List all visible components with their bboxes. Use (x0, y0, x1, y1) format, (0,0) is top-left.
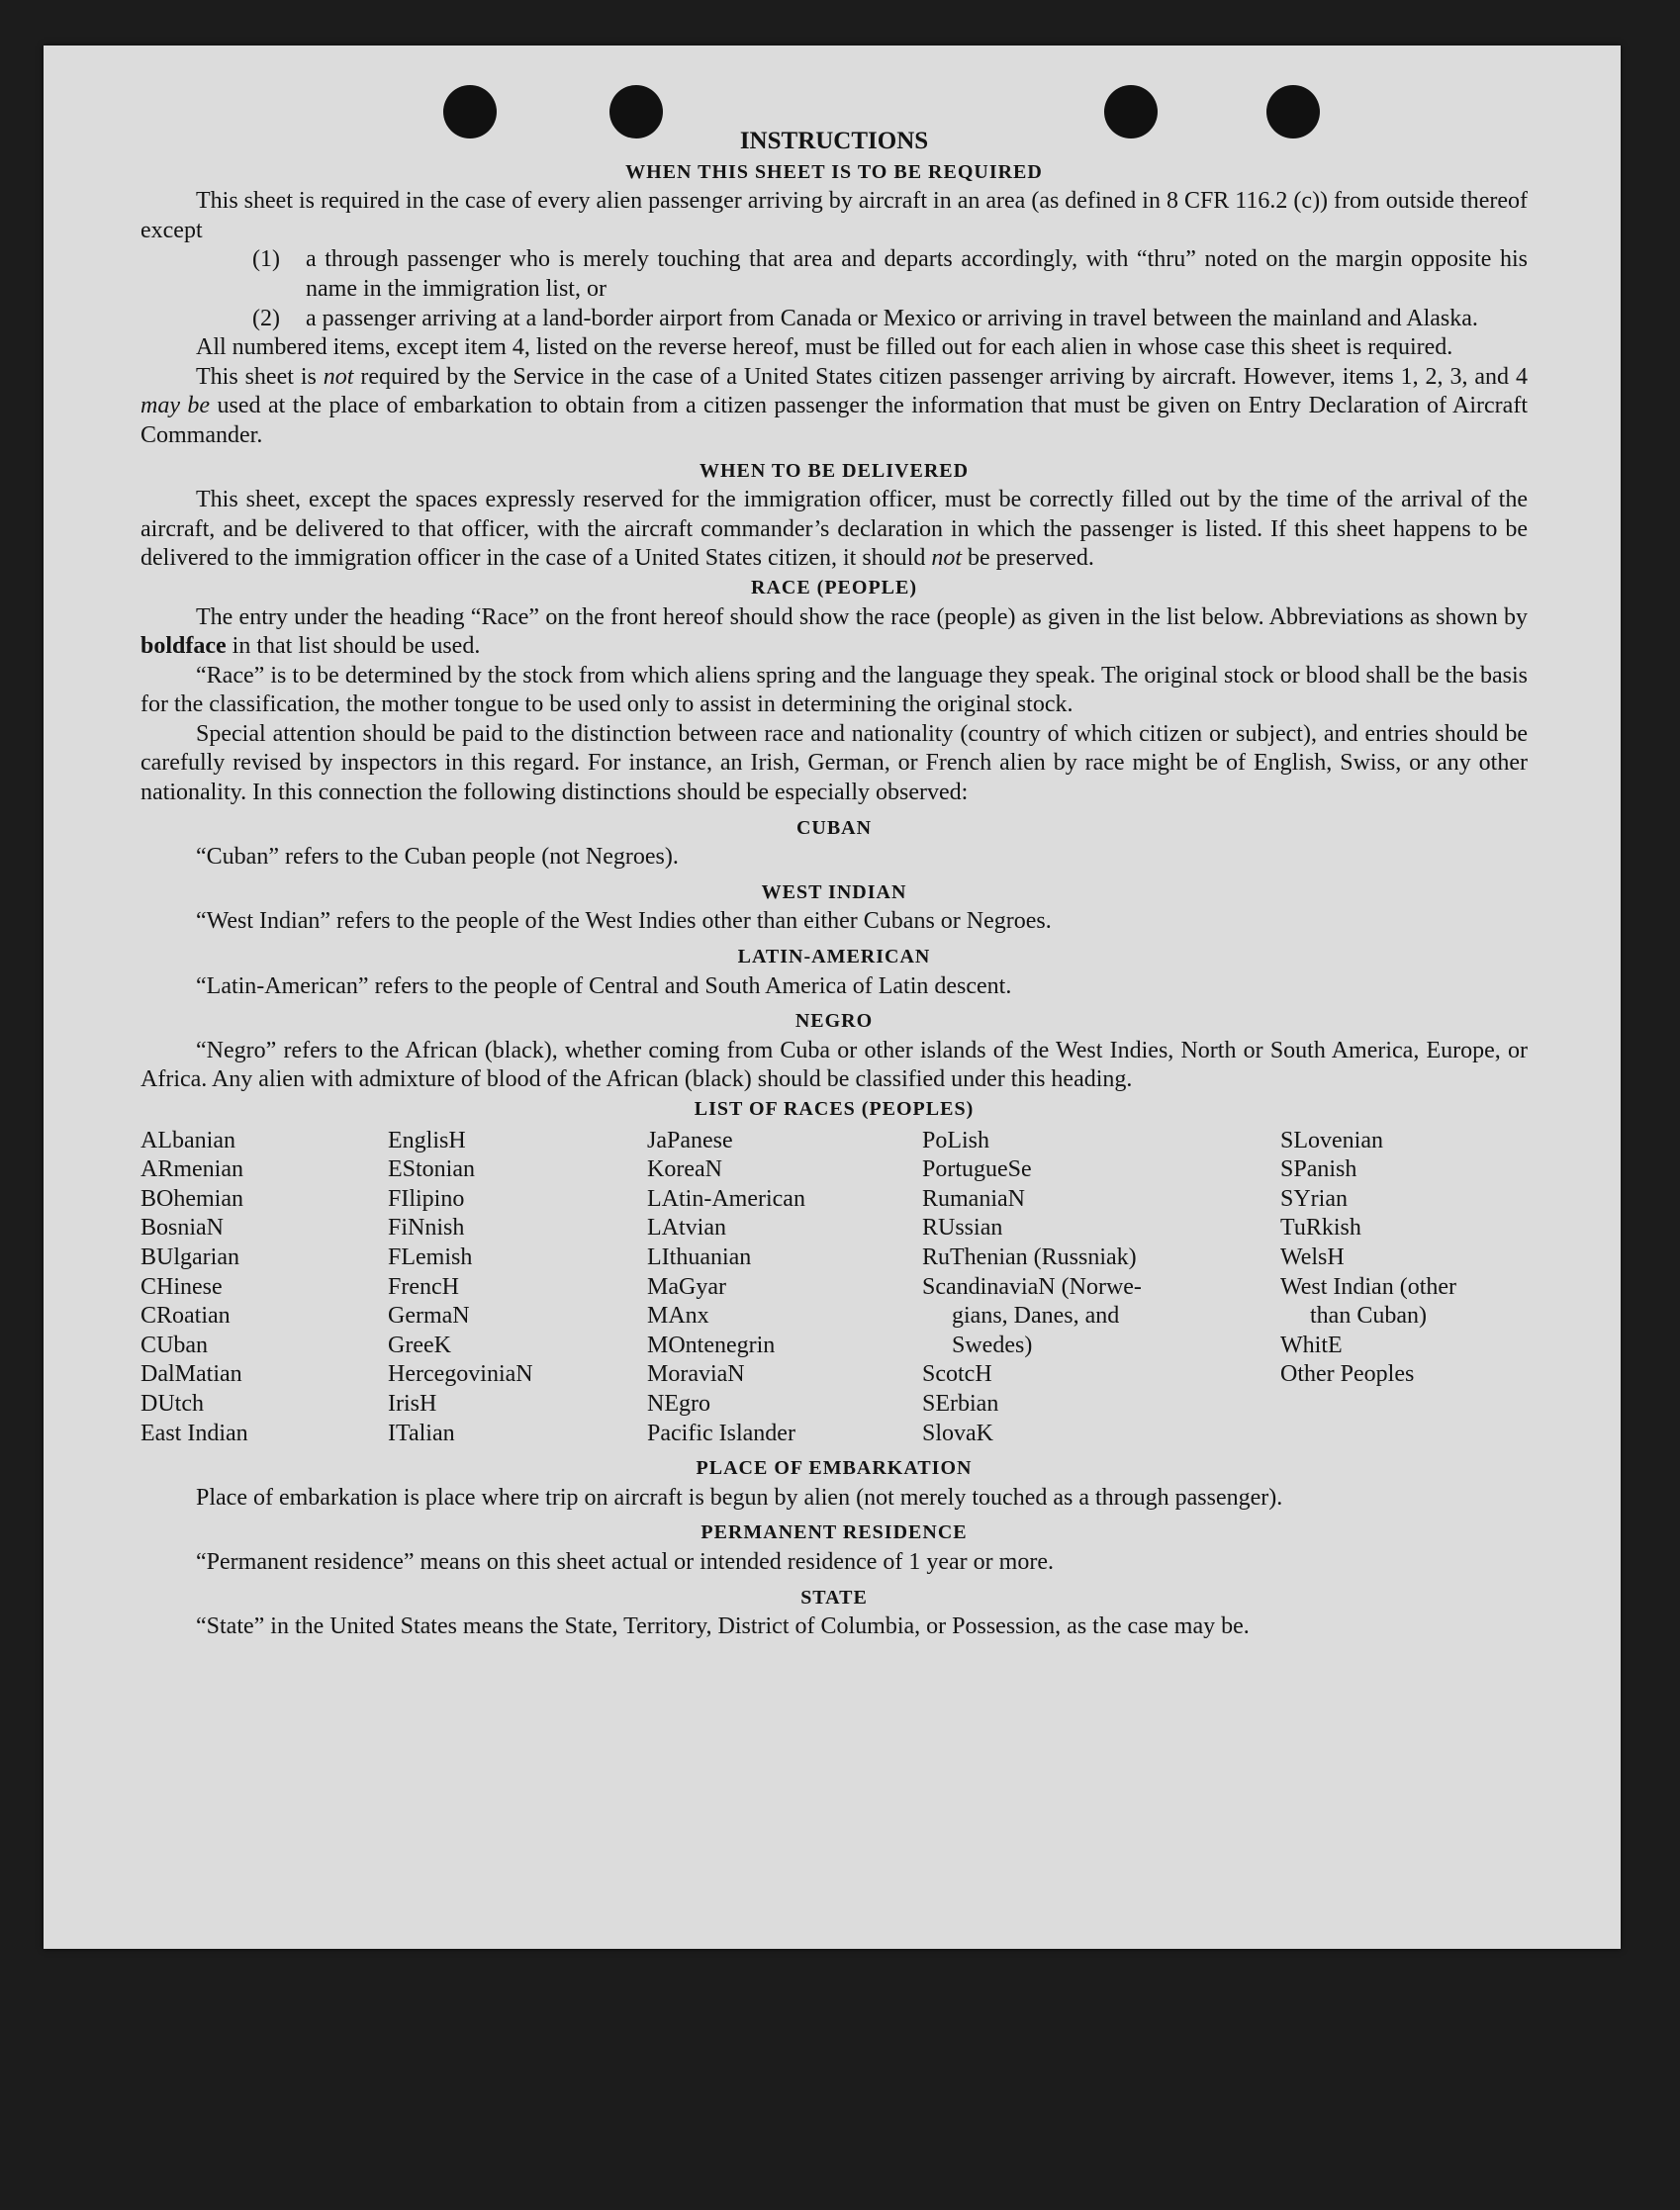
text-run: This sheet, except the spaces expressly reserved for the immigration officer, must be correctly filled out by the time of the arrival of the aircraft, and be delivered to that officer, with the aircraft commander’s declaration in which the passenger is listed. If this sheet happens to be delivered to the immigration officer in the case of a United States citizen, it should (140, 487, 1528, 572)
paragraph: “Latin-American” refers to the people of Central and South America of Latin descent. (196, 972, 1012, 999)
race-entry: West Indian (other (1280, 1273, 1457, 1300)
paragraph (140, 363, 1528, 451)
paragraph: “Race” is to be determined by the stock from which aliens spring and the language they speak. The original stock or blood shall be the basis for the classification, the mother tongue to be used only to assist in determining the original stock. (140, 662, 1528, 718)
race-entry: FIlipino (388, 1185, 465, 1212)
paragraph: “West Indian” refers to the people of the West Indies other than either Cubans or Negroes. (196, 908, 1052, 935)
paragraph: Place of embarkation is place where trip on aircraft is begun by alien (not merely touched as a through passenger). (196, 1484, 1283, 1511)
section-heading-cuban: CUBAN (795, 816, 873, 839)
item-text: a through passenger who is merely touching that area and departs accordingly, with “thru” noted on the margin opposite his name in the immigration list, or (306, 246, 1528, 302)
race-entry: SErbian (922, 1390, 999, 1417)
item-number: (2) (252, 305, 280, 331)
race-entry: TuRkish (1280, 1215, 1361, 1242)
race-entry: SlovaK (922, 1420, 993, 1446)
races-column (922, 1127, 1280, 1449)
paragraph: “Permanent residence” means on this sheet actual or intended residence of 1 year or more. (196, 1548, 1054, 1575)
race-entry: RumaniaN (922, 1185, 1025, 1212)
race-entry: LIthuanian (647, 1243, 752, 1270)
race-entry: CHinese (140, 1273, 223, 1300)
item-text: a passenger arriving at a land-border airport from Canada or Mexico or arriving in travel between the mainland and Alaska. (306, 305, 1478, 331)
section-heading-state: STATE (800, 1586, 868, 1609)
paragraph (140, 603, 1528, 662)
document-page (44, 46, 1621, 1949)
section-heading-negro: NEGRO (794, 1010, 874, 1033)
race-entry: EStonian (388, 1156, 475, 1183)
race-entry: GreeK (388, 1332, 451, 1358)
instructions-body (140, 127, 1528, 1642)
race-entry: MaGyar (647, 1273, 726, 1300)
race-entry: MoraviaN (647, 1361, 745, 1388)
section-heading-required: WHEN THIS SHEET IS TO BE REQUIRED (625, 160, 1043, 183)
race-entry: BOhemian (140, 1185, 243, 1212)
race-entry: SLovenian (1280, 1127, 1383, 1153)
race-entry: Other Peoples (1280, 1361, 1415, 1388)
emphasis: not (931, 545, 962, 572)
race-entry: DUtch (140, 1390, 204, 1417)
race-entry: MAnx (647, 1303, 709, 1330)
race-entry: JaPanese (647, 1127, 733, 1153)
text-run: be preserved. (962, 545, 1094, 572)
race-entry: PoLish (922, 1127, 990, 1153)
paragraph: All numbered items, except item 4, listed on the reverse hereof, must be filled out for each alien in whose case this sheet is required. (196, 334, 1453, 361)
paragraph: This sheet is required in the case of every alien passenger arriving by aircraft in an area (as defined in 8 CFR 116.2 (c)) from outside thereof except (140, 188, 1528, 243)
bold-term: boldface (140, 633, 227, 660)
races-list (140, 1127, 1528, 1449)
race-entry: than Cuban) (1310, 1303, 1427, 1330)
race-entry: BUlgarian (140, 1243, 239, 1270)
race-entry: ALbanian (140, 1127, 235, 1153)
list-item (140, 245, 1528, 304)
race-entry: Swedes) (952, 1332, 1033, 1358)
race-entry: Pacific Islander (647, 1420, 795, 1446)
race-entry: RuThenian (Russniak) (922, 1243, 1137, 1270)
paragraph: “State” in the United States means the State, Territory, District of Columbia, or Possession, as the case may be. (196, 1613, 1250, 1640)
section-heading-embarkation: PLACE OF EMBARKATION (696, 1457, 973, 1480)
emphasis: may be (140, 393, 211, 419)
race-entry: ITalian (388, 1420, 455, 1446)
race-entry: RUssian (922, 1215, 1003, 1242)
race-entry: KoreaN (647, 1156, 722, 1183)
text-run: required by the Service in the case of a United States citizen passenger arriving by aircraft. However, items 1, 2, 3, and 4 (353, 363, 1528, 390)
race-entry: CRoatian (140, 1303, 231, 1330)
race-entry: HercegoviniaN (388, 1361, 533, 1388)
race-entry: DalMatian (140, 1361, 242, 1388)
race-entry: SYrian (1280, 1185, 1348, 1212)
races-column (1280, 1127, 1528, 1449)
race-entry: FiNnish (388, 1215, 465, 1242)
race-entry: ScotcH (922, 1361, 992, 1388)
races-column (647, 1127, 922, 1449)
page-title: INSTRUCTIONS (739, 128, 929, 154)
text-run: The entry under the heading “Race” on the front hereof should show the race (people) as given in the list below. Abbreviations as shown by (196, 603, 1528, 630)
race-entry: ScandinaviaN (Norwe- (922, 1273, 1142, 1300)
race-entry: East Indian (140, 1420, 248, 1446)
emphasis: not (323, 363, 354, 390)
race-entry: WhitE (1280, 1332, 1343, 1358)
race-entry: ARmenian (140, 1156, 243, 1183)
section-heading-races-list: LIST OF RACES (PEOPLES) (694, 1098, 975, 1120)
race-entry: FrencH (388, 1273, 459, 1300)
paragraph: Special attention should be paid to the distinction between race and nationality (country of which citizen or subject), and entries should be carefully revised by inspectors in this regard. For instance, an Irish, German, or French alien by race might be of English, Swiss, or any other nationality. In this connection the following distinctions should be especially observed: (140, 720, 1528, 806)
paragraph: “Cuban” refers to the Cuban people (not Negroes). (196, 844, 679, 871)
races-column (388, 1127, 647, 1449)
race-entry: WelsH (1280, 1243, 1345, 1270)
list-item (140, 305, 1528, 334)
section-heading-west-indian: WEST INDIAN (761, 880, 907, 903)
race-entry: PortugueSe (922, 1156, 1032, 1183)
text-run: in that list should be used. (226, 633, 481, 660)
race-entry: LAtvian (647, 1215, 726, 1242)
text-run: This sheet is (196, 363, 324, 390)
section-heading-residence: PERMANENT RESIDENCE (700, 1521, 968, 1544)
race-entry: IrisH (388, 1390, 437, 1417)
race-entry: GermaN (388, 1303, 470, 1330)
race-entry: BosniaN (140, 1215, 224, 1242)
race-entry: SPanish (1280, 1156, 1357, 1183)
paragraph (140, 486, 1528, 574)
section-heading-delivered: WHEN TO BE DELIVERED (699, 459, 970, 482)
section-heading-latin-american: LATIN-AMERICAN (737, 946, 931, 968)
race-entry: gians, Danes, and (952, 1303, 1120, 1330)
text-run: used at the place of embarkation to obtain from a citizen passenger the information that must be given on Entry Declaration of Aircraft Commander. (140, 393, 1528, 448)
race-entry: MOntenegrin (647, 1332, 776, 1358)
item-number: (1) (252, 246, 280, 273)
race-entry: EnglisH (388, 1127, 466, 1153)
section-heading-race: RACE (PEOPLE) (751, 576, 917, 599)
race-entry: NEgro (647, 1390, 710, 1417)
race-entry: CUban (140, 1332, 208, 1358)
paragraph: “Negro” refers to the African (black), whether coming from Cuba or other islands of the West Indies, North or South America, Europe, or Africa. Any alien with admixture of blood of the African (black) should be classified under this heading. (140, 1037, 1528, 1093)
race-entry: LAtin-American (647, 1185, 805, 1212)
races-column (140, 1127, 388, 1449)
race-entry: FLemish (388, 1243, 473, 1270)
